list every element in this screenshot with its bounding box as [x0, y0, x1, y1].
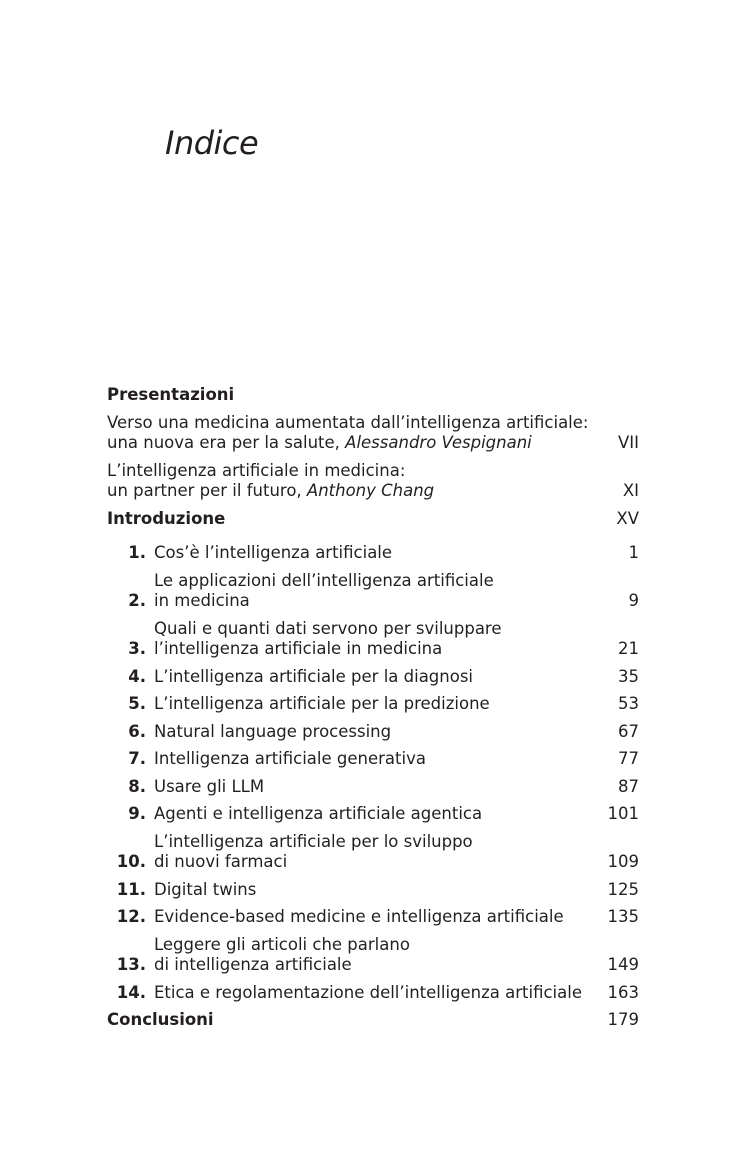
page-number: VII	[617, 433, 639, 452]
page-number: 77	[618, 749, 639, 768]
page-number: 109	[607, 852, 639, 871]
chapter-title-line: Leggere gli articoli che parlano	[154, 934, 410, 954]
chapter-title	[146, 722, 606, 743]
chapter-title-line: Digital twins	[154, 879, 257, 899]
page-number: XV	[616, 508, 639, 528]
chapter-entry[interactable]	[107, 935, 639, 976]
chapter-number-text: 7.	[128, 749, 146, 768]
chapter-entry[interactable]	[107, 667, 639, 688]
chapter-number-text: 14.	[116, 982, 146, 1002]
page-title: Indice	[165, 124, 259, 162]
chapter-title-line: Usare gli LLM	[154, 776, 265, 796]
chapter-title-line: L’intelligenza artificiale per la diagnosi	[154, 666, 474, 686]
chapter-number-text: 6.	[128, 721, 146, 741]
entry-line-text: un partner per il futuro,	[107, 481, 307, 500]
chapter-entry[interactable]	[107, 907, 639, 928]
page-number: 21	[618, 639, 639, 658]
chapter-list	[107, 543, 639, 1003]
chapter-title-line: L’intelligenza artificiale per la predizione	[154, 694, 490, 713]
chapter-entry[interactable]	[107, 832, 639, 873]
page-number: 35	[618, 666, 639, 686]
toc-entry-presentation[interactable]	[107, 413, 639, 454]
chapter-number	[107, 722, 146, 743]
chapter-number	[107, 955, 146, 976]
chapter-number	[107, 543, 146, 564]
chapter-title	[146, 543, 617, 564]
chapter-number-text: 9.	[128, 804, 146, 823]
author-name: Alessandro Vespignani	[345, 433, 532, 452]
toc-entry-presentation[interactable]	[107, 461, 639, 502]
chapter-number	[107, 907, 146, 928]
chapter-number-text: 4.	[128, 666, 146, 686]
chapter-number	[107, 667, 146, 688]
page-number: 163	[607, 982, 639, 1002]
section-heading-presentazioni: Presentazioni	[107, 385, 235, 404]
page-number: 53	[618, 694, 639, 713]
chapter-number	[107, 983, 146, 1004]
page-number: 67	[618, 721, 639, 741]
chapter-title-line: in medicina	[154, 591, 250, 610]
chapter-number-text: 5.	[128, 694, 146, 713]
chapter-number-text: 8.	[128, 776, 146, 796]
chapter-number	[107, 777, 146, 798]
chapter-number	[107, 694, 146, 715]
entry-label: Introduzione	[107, 508, 226, 528]
chapter-title-line: Quali e quanti dati servono per sviluppare	[154, 618, 502, 638]
chapter-number-text: 10.	[116, 852, 146, 871]
chapter-title-line: Evidence-based medicine e intelligenza artificiale	[154, 907, 564, 926]
chapter-title	[146, 619, 606, 660]
table-of-contents	[107, 385, 639, 1031]
chapter-number	[107, 804, 146, 825]
chapter-title-line: L’intelligenza artificiale per lo sviluppo	[154, 831, 473, 851]
chapter-title	[146, 832, 596, 873]
entry-label: Conclusioni	[107, 1010, 214, 1029]
chapter-entry[interactable]	[107, 749, 639, 770]
chapter-number-text: 12.	[116, 907, 146, 926]
chapter-entry[interactable]	[107, 983, 639, 1004]
chapter-title-line: Natural language processing	[154, 721, 392, 741]
page-number: 101	[607, 804, 639, 823]
chapter-title	[146, 777, 606, 798]
chapter-title-line: l’intelligenza artificiale in medicina	[154, 639, 443, 658]
chapter-title-line: di nuovi farmaci	[154, 852, 288, 871]
chapter-title-line: di intelligenza artificiale	[154, 955, 352, 974]
chapter-entry[interactable]	[107, 777, 639, 798]
page-number: 9	[628, 591, 639, 610]
entry-line: L’intelligenza artificiale in medicina:	[107, 460, 406, 480]
page-number: 179	[607, 1010, 639, 1029]
chapter-title-line: Le applicazioni dell’intelligenza artificiale	[154, 570, 494, 590]
page-number: 125	[607, 879, 639, 899]
toc-entry-conclusioni[interactable]	[107, 1010, 639, 1031]
chapter-number	[107, 880, 146, 901]
chapter-title	[146, 749, 606, 770]
page-number: 149	[607, 955, 639, 974]
chapter-title-line: Cos’è l’intelligenza artificiale	[154, 543, 393, 562]
page-number: 135	[607, 907, 639, 926]
chapter-number	[107, 639, 146, 660]
chapter-number-text: 13.	[116, 955, 146, 974]
chapter-number	[107, 749, 146, 770]
chapter-entry[interactable]	[107, 543, 639, 564]
chapter-title	[146, 935, 596, 976]
page-number: 1	[628, 543, 639, 562]
chapter-title	[146, 804, 596, 825]
entry-line: Verso una medicina aumentata dall’intelligenza artificiale:	[107, 412, 589, 432]
author-name: Anthony Chang	[306, 481, 435, 500]
chapter-title	[146, 571, 617, 612]
entry-line-text: una nuova era per la salute,	[107, 433, 346, 452]
entry-line	[107, 481, 611, 502]
toc-entry-introduzione[interactable]	[107, 509, 639, 530]
chapter-title	[146, 667, 606, 688]
entry-text	[107, 461, 611, 502]
page-number: 87	[618, 776, 639, 796]
chapter-title	[146, 880, 596, 901]
chapter-title	[146, 983, 596, 1004]
chapter-entry[interactable]	[107, 804, 639, 825]
page-number: XI	[622, 481, 639, 500]
chapter-title-line: Intelligenza artificiale generativa	[154, 749, 426, 768]
chapter-number-text: 1.	[128, 543, 146, 562]
chapter-title	[146, 907, 596, 928]
chapter-number	[107, 591, 146, 612]
entry-text	[107, 413, 606, 454]
chapter-entry[interactable]	[107, 619, 639, 660]
entry-line	[107, 433, 606, 454]
chapter-entry[interactable]	[107, 722, 639, 743]
chapter-number-text: 2.	[128, 591, 146, 610]
chapter-number	[107, 852, 146, 873]
chapter-entry[interactable]	[107, 571, 639, 612]
chapter-title	[146, 694, 606, 715]
chapter-entry[interactable]	[107, 880, 639, 901]
chapter-number-text: 11.	[116, 879, 146, 899]
chapter-entry[interactable]	[107, 694, 639, 715]
chapter-title-line: Agenti e intelligenza artificiale agentica	[154, 804, 483, 823]
chapter-number-text: 3.	[128, 639, 146, 658]
chapter-title-line: Etica e regolamentazione dell’intelligenza artificiale	[154, 982, 582, 1002]
